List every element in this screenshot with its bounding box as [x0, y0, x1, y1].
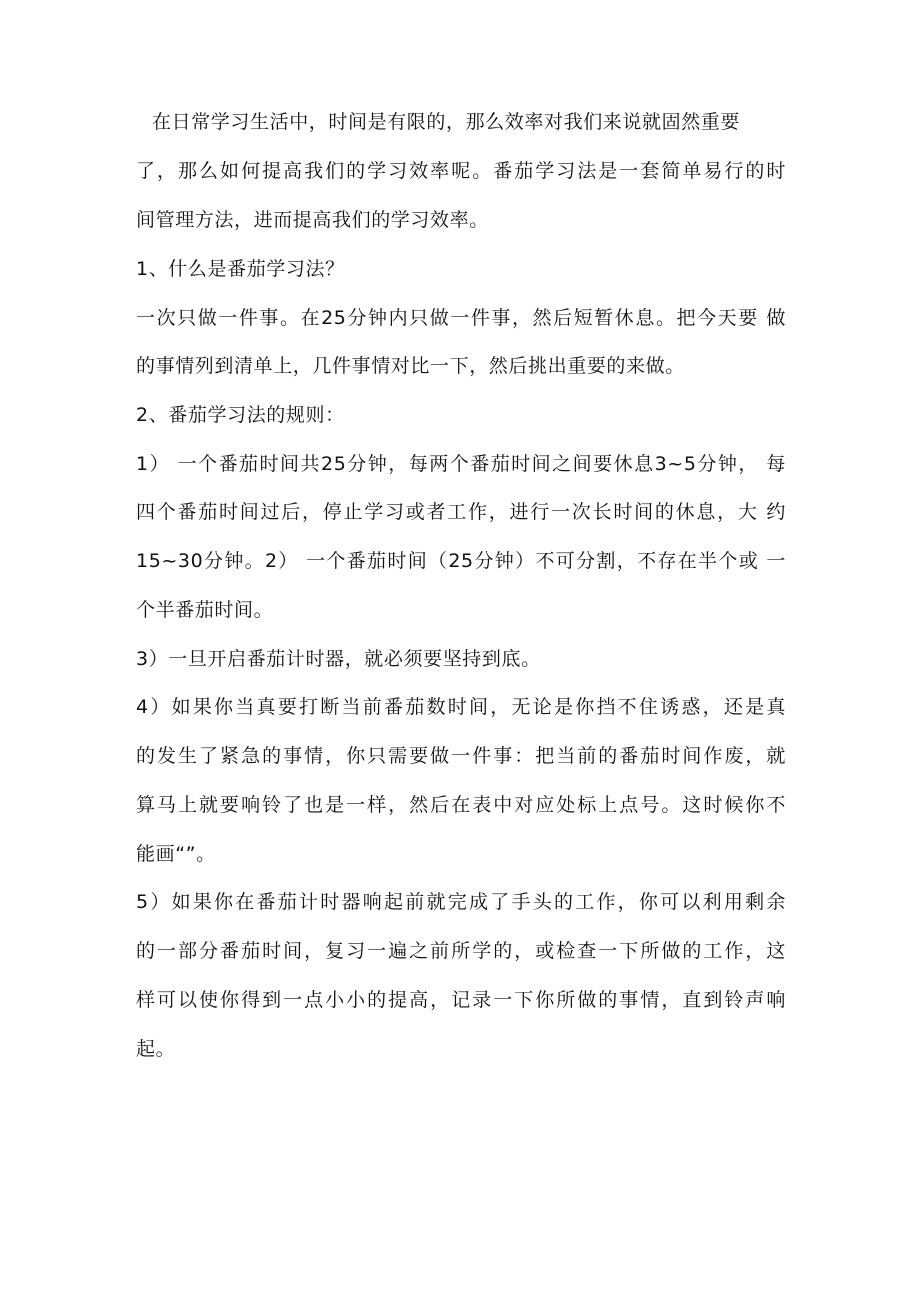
section-heading-1: 1、什么是番茄学习法？	[136, 258, 345, 280]
rule-5-line-3: 样可以使你得到一点小小的提高，记录一下你所做的事情，直到铃声响	[136, 989, 786, 1011]
rule-1-line-3: 15~30分钟。2） 一个番茄时间（25分钟）不可分割，不存在半个或 一	[136, 550, 786, 572]
section-1-line-1: 一次只做一件事。在25分钟内只做一件事，然后短暂休息。把今天要 做	[136, 307, 786, 329]
rule-4-line-2: 的发生了紧急的事情，你只需要做一件事：把当前的番茄时间作废，就	[136, 745, 786, 767]
paragraph-intro-line-2: 了，那么如何提高我们的学习效率呢。番茄学习法是一套简单易行的时	[136, 160, 786, 182]
rule-3-line-1: 3）一旦开启番茄计时器，就必须要坚持到底。	[136, 648, 541, 670]
rule-1-line-1: 1） 一个番茄时间共25分钟，每两个番茄时间之间要休息3~5分钟， 每	[136, 453, 786, 475]
rule-5-line-1: 5）如果你在番茄计时器响起前就完成了手头的工作，你可以利用剩余	[136, 891, 786, 913]
section-heading-2: 2、番茄学习法的规则：	[136, 404, 345, 426]
section-1-line-2: 的事情列到清单上，几件事情对比一下，然后挑出重要的来做。	[136, 355, 685, 377]
paragraph-intro-line-3: 间管理方法，进而提高我们的学习效率。	[136, 209, 489, 231]
paragraph-intro-line-1: 在日常学习生活中，时间是有限的，那么效率对我们来说就固然重要	[152, 111, 741, 133]
rule-4-line-1: 4）如果你当真要打断当前番茄数时间，无论是你挡不住诱惑，还是真	[136, 696, 786, 718]
rule-5-line-4: 起。	[136, 1038, 176, 1060]
rule-1-line-2: 四个番茄时间过后，停止学习或者工作，进行一次长时间的休息，大 约	[136, 501, 786, 523]
rule-4-line-3: 算马上就要响铃了也是一样，然后在表中对应处标上点号。这时候你不	[136, 794, 786, 816]
rule-4-line-4: 能画“”。	[136, 843, 216, 865]
rule-5-line-2: 的一部分番茄时间，复习一遍之前所学的，或检查一下所做的工作，这	[136, 940, 786, 962]
rule-1-line-4: 个半番茄时间。	[136, 599, 274, 621]
